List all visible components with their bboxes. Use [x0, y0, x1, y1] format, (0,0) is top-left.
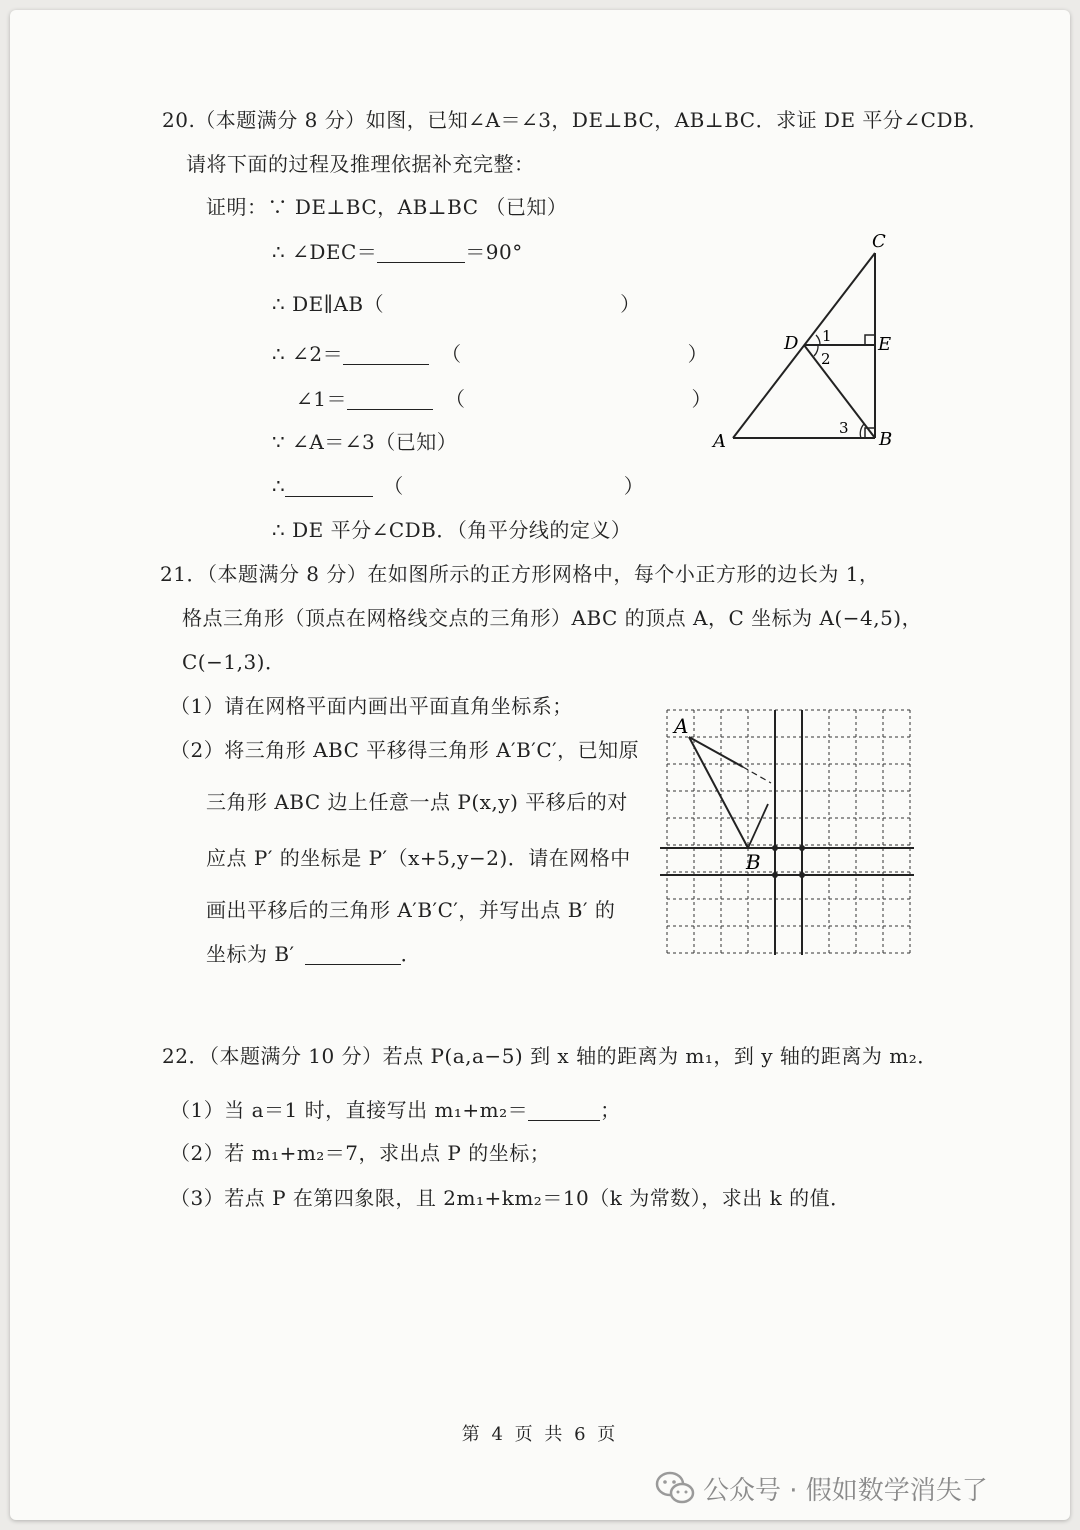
- q20-step3-blank[interactable]: [343, 344, 429, 365]
- q21-part2-l3: 应点 P′ 的坐标是 P′（x+5,y−2)．请在网格中: [206, 846, 631, 870]
- wechat-icon: [655, 1470, 695, 1506]
- q20-step3-post: ）: [687, 342, 709, 366]
- q20-step6: [272, 472, 644, 500]
- q20-instruction: 请将下面的过程及推理依据补充完整：: [186, 152, 535, 176]
- label-angle-3: 3: [839, 419, 849, 437]
- q22-part1-blank[interactable]: [528, 1100, 600, 1121]
- grid-point: [772, 872, 778, 878]
- q21-answer-blank[interactable]: [305, 944, 401, 965]
- q20-step3: [272, 340, 708, 368]
- q22-part1: [170, 1096, 621, 1124]
- grid-point: [799, 872, 805, 878]
- q20-proof-start: 证明：∵ DE⊥BC，AB⊥BC （已知）: [206, 195, 568, 219]
- construction-dash: [743, 767, 771, 783]
- q21-part1: （1）请在网格平面内画出平面直角坐标系；: [170, 694, 573, 718]
- angle-arc-2: [814, 345, 818, 356]
- q20-step2-post: ）: [620, 292, 641, 316]
- grid-dashed-lines: [667, 710, 910, 953]
- q20-step4-mid: （: [444, 387, 466, 411]
- q21-part2-l4: 画出平移后的三角形 A′B′C′，并写出点 B′ 的: [206, 898, 616, 922]
- grid-point: [772, 845, 778, 851]
- q21-part2-l2: 三角形 ABC 边上任意一点 P(x,y) 平移后的对: [206, 790, 628, 814]
- label-d: D: [784, 333, 799, 354]
- label-a: A: [713, 431, 726, 452]
- q21-part2-l5-pre: 坐标为 B′: [206, 942, 295, 966]
- q20-step4-blank[interactable]: [347, 389, 433, 410]
- q20-step5: ∵ ∠A＝∠3（已知）: [272, 430, 458, 454]
- q20-step6-pre: ∴: [272, 474, 286, 498]
- q20-step3-mid: （: [441, 342, 462, 366]
- q20-step1-post: ＝90°: [465, 240, 523, 264]
- q21-grid-figure: [660, 705, 916, 960]
- grid-point: [799, 845, 805, 851]
- angle-arc-3: [860, 424, 864, 438]
- watermark-text: 公众号 · 假如数学消失了: [703, 1475, 988, 1506]
- q22-part2: （2）若 m₁+m₂＝7，求出点 P 的坐标；: [170, 1141, 551, 1165]
- q21-part2-l1: （2）将三角形 ABC 平移得三角形 A′B′C′，已知原: [170, 738, 640, 762]
- q20-triangle-figure: [700, 225, 910, 455]
- angle-arc-1: [816, 335, 820, 345]
- q20-step6-blank[interactable]: [285, 476, 373, 497]
- watermark: [655, 1468, 988, 1508]
- q20-step1: [272, 238, 523, 266]
- label-b: B: [879, 429, 893, 450]
- q20-step6-post: ）: [623, 474, 645, 498]
- q21-part2-l5-post: ．: [400, 942, 422, 966]
- q20-step2: [272, 290, 641, 318]
- page-number: 第 4 页 共 6 页: [461, 1424, 619, 1445]
- label-angle-2: 2: [821, 350, 831, 368]
- q20-step1-blank[interactable]: [377, 242, 465, 263]
- q22-title: 22．（本题满分 10 分）若点 P(a,a−5) 到 x 轴的距离为 m₁，到 y 轴的距离为 m₂．: [162, 1044, 938, 1068]
- right-angle-mark-e: [865, 335, 875, 345]
- label-e: E: [878, 334, 892, 355]
- q20-step7: ∴ DE 平分∠CDB．（角平分线的定义）: [272, 518, 632, 542]
- grid-label-b: B: [746, 850, 761, 874]
- q20-step4: [296, 385, 712, 413]
- triangle-side-bc: [748, 804, 768, 848]
- q20-title: 20.（本题满分 8 分）如图，已知∠A＝∠3，DE⊥BC，AB⊥BC．求证 DE 平分∠CDB．: [162, 108, 989, 132]
- q22-part1-pre: （1）当 a＝1 时，直接写出 m₁+m₂＝: [170, 1098, 529, 1122]
- q20-step1-pre: ∴ ∠DEC＝: [272, 240, 378, 264]
- q20-step6-mid: （: [383, 474, 404, 498]
- label-c: C: [872, 231, 886, 252]
- q20-step2-pre: ∴ DE∥AB（: [272, 292, 385, 316]
- q21-part2-l5: [206, 940, 421, 968]
- grid-label-a: A: [674, 714, 689, 738]
- q22-part1-post: ；: [600, 1098, 621, 1122]
- label-angle-1: 1: [822, 327, 832, 345]
- q20-step4-post: ）: [691, 387, 712, 411]
- q21-line3: C(−1,3)．: [182, 650, 286, 674]
- q20-step4-pre: ∠1＝: [296, 387, 347, 411]
- q20-step3-pre: ∴ ∠2＝: [272, 342, 344, 366]
- q22-part3: （3）若点 P 在第四象限，且 2m₁+km₂＝10（k 为常数），求出 k 的值．: [170, 1186, 851, 1210]
- q21-line1: 21．（本题满分 8 分）在如图所示的正方形网格中，每个小正方形的边长为 1，: [160, 562, 880, 586]
- q21-line2: 格点三角形（顶点在网格线交点的三角形）ABC 的顶点 A，C 坐标为 A(−4,5)，: [182, 606, 923, 630]
